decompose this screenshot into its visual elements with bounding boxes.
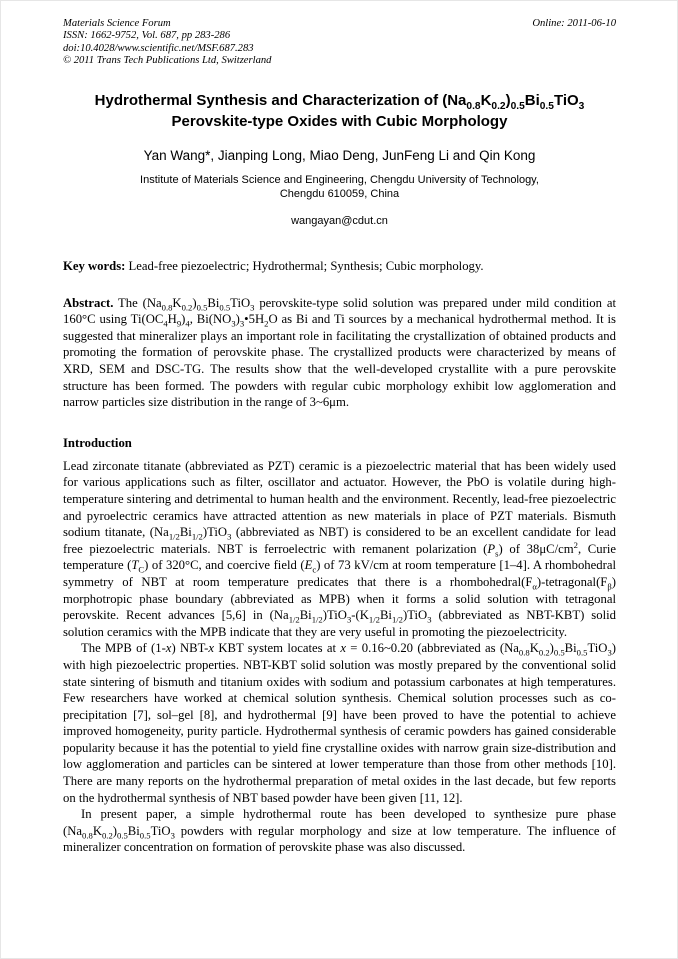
keywords-label: Key words:	[63, 258, 126, 273]
email-address: wangayan@cdut.cn	[291, 214, 388, 227]
journal-name: Materials Science Forum	[63, 18, 171, 29]
intro-paragraph-1: Lead zirconate titanate (abbreviated as PZT) ceramic is a piezoelectric material that has been widely used for various applications such as filter, oscillator and actuator. However, the PbO is volatile during high-temperature sintering and detrimental to human health and the environment. Recently, lead-free piezoelectric and pyroelectric ceramics have attracted attention as new materials in place of PZT materials. Bismuth sodium titanate, $(Na_{1/2}Bi_{1/2})TiO_3$ (abbreviated as NBT) is considered to be an excellent candidate for lead free piezoelectric materials. NBT is ferroelectric with remanent polarization $(P_s)$ of $38\mu C/cm^2$, Curie temperature $(T_C)$ of 320°C, and coercive field $(E_c)$ of 73 kV/cm at room temperature [1–4]. A rhombohedral symmetry of NBT at room temperature predicates that there is a $rhombohedral(F_\alpha)-tetragonal(F_\beta)$ morphotropic phase boundary (abbreviated as MPB) when it forms a solid solution with tetragonal perovskite. Recent advances [5,6] in $(Na_{1/2}Bi_{1/2})TiO_3-(K_{1/2}Bi_{1/2})TiO_3$ (abbreviated as NBT-KBT) solid solution ceramics with the MPB indicate that they are very useful in promoting the piezoelectricity.	[63, 458, 616, 639]
issn-line: ISSN: 1662-9752, Vol. 687, pp 283-286	[63, 30, 231, 42]
authors-line: Yan Wang*, Jianping Long, Miao Deng, JunFeng Li and Qin Kong	[143, 147, 536, 163]
doi-line: doi:10.4028/www.scientific.net/MSF.687.283	[63, 42, 254, 54]
journal-header	[63, 18, 616, 68]
section-heading-introduction: Introduction	[63, 435, 132, 450]
journal-header-row	[63, 18, 616, 30]
intro-paragraph-2: The MPB of (1-x) NBT-x KBT system locates at x = 0.16~0.20 (abbreviated as $(Na_{0.8}K_{0.2})_{0.5}Bi_{0.5}TiO_3$) with high piezoelectric properties. NBT-KBT solid solution was mostly prepared by the conventional solid state sintering of bismuth and titanium oxides with sodium and potassium carbonates at high temperatures. Few researchers have worked at chemical solution synthesis. Chemical solution processes such as co-precipitation [7], sol–gel [8], and hydrothermal [9] have been proved to have the potential to achieve improved homogeneity, purity particle. Hydrothermal synthesis of ceramic powders has gained considerable popularity because it has the potential to yield fine crystalline oxides with narrow grain size-distribution and low agglomeration and particles can be sintered at lower temperature than those from other methods [10]. There are many reports on the hydrothermal preparation of metal oxides in the last decade, but few reports on the hydrothermal synthesis of NBT based powder have been given [11, 12].	[63, 641, 616, 805]
abstract-label: Abstract.	[63, 295, 114, 310]
keywords-text: Lead-free piezoelectric; Hydrothermal; Synthesis; Cubic morphology.	[125, 258, 484, 273]
affiliation: Institute of Materials Science and Engineering, Chengdu University of Technology, Chengdu 610059, China	[140, 173, 539, 201]
keywords-line	[63, 259, 616, 274]
copyright-line: © 2011 Trans Tech Publications Ltd, Switzerland	[63, 55, 272, 67]
paper-title: Hydrothermal Synthesis and Characterization of $(Na_{0.8}K_{0.2})_{0.5}Bi_{0.5}TiO_3$ Perovskite-type Oxides with Cubic Morphology	[94, 91, 585, 130]
abstract-paragraph	[63, 295, 616, 411]
online-date: Online: 2011-06-10	[532, 18, 616, 29]
intro-paragraph-3: In present paper, a simple hydrothermal route has been developed to synthesize pure phase $(Na_{0.8}K_{0.2})_{0.5}Bi_{0.5}TiO_3$ powders with regular morphology and size at low temperature. The influence of mineralizer concentration on formation of perovskite phase was also discussed.	[63, 807, 616, 855]
abstract-text: The $(Na_{0.8}K_{0.2})_{0.5}Bi_{0.5}TiO_3$ perovskite-type solid solution was prepared under mild condition at 160°C using $Ti(OC_4H_9)_4$, $Bi(NO_3)_3•5H_2O$ as Bi and Ti sources by a mechanical hydrothermal method. It is suggested that mineralizer plays an important role in facilitating the crystallization of obtained products and promoting the formation of perovskite phase. The crystallized products were characterized by means of XRD, SEM and DSC-TG. The results show that the well-developed crystallite with a pure perovskite structure has been formed. The powders with regular cubic morphology exhibit low agglomeration and narrow particles size distribution in the range of 3~6μm.	[63, 295, 616, 410]
